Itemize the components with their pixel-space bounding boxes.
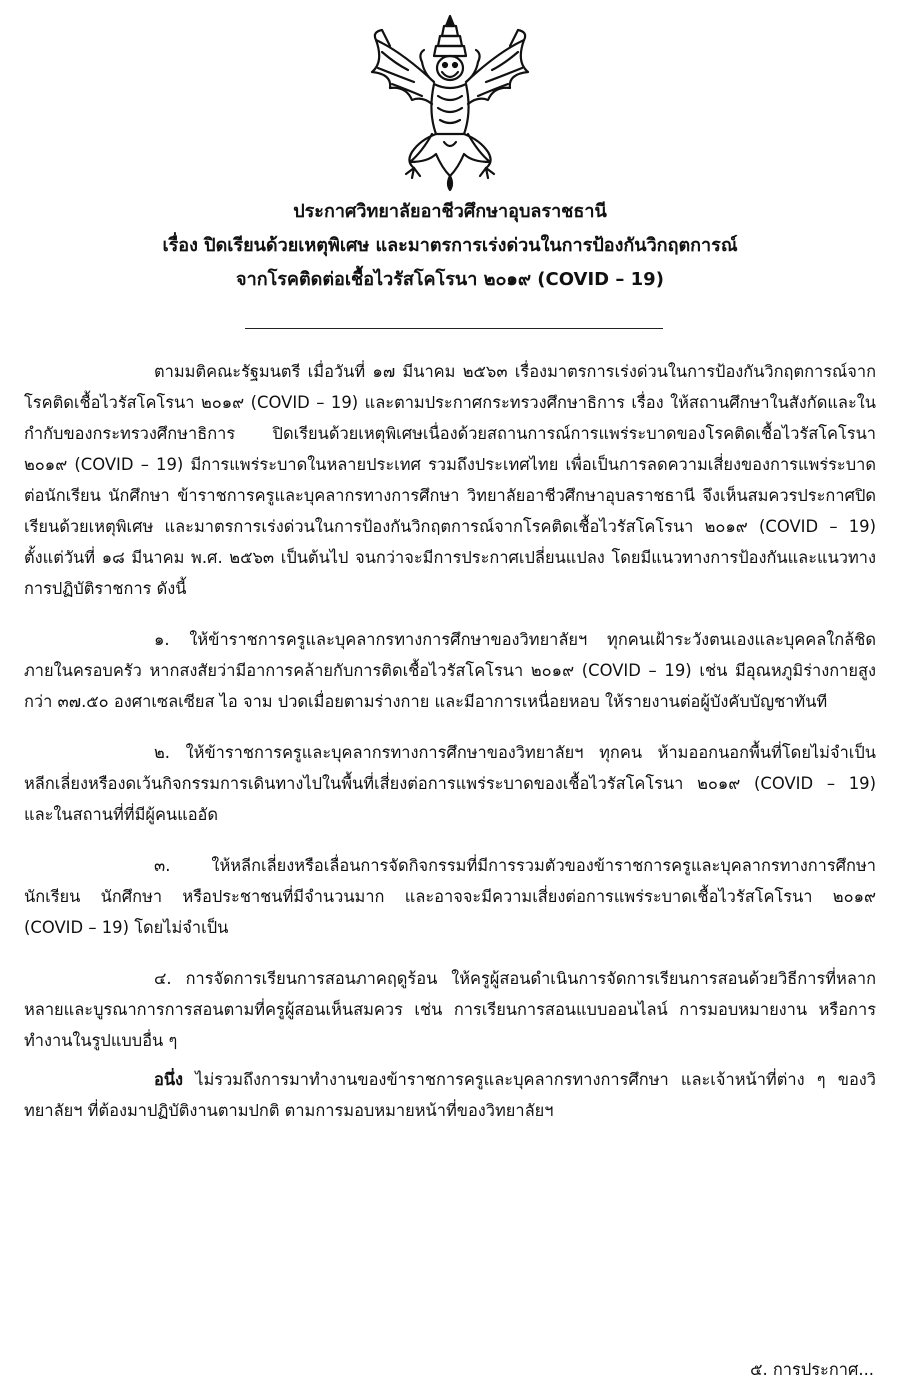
note-paragraph xyxy=(24,1064,876,1126)
announcement-title xyxy=(0,195,900,297)
measure-item-1: ๑. ให้ข้าราชการครูและบุคลากรทางการศึกษาของวิทยาลัยฯ ทุกคนเฝ้าระวังตนเองและบุคคลใกล้ชิดภายในครอบครัว หากสงสัยว่ามีอาการคล้ายกับการติดเชื้อไวรัสโคโรนา ๒๐๑๙ (COVID – 19) เช่น มีอุณหภูมิร่างกายสูงกว่า ๓๗.๕๐ องศาเซลเซียส ไอ จาม ปวดเมื่อยตามร่างกาย และมีอาการเหนื่อยหอบ ให้รายงานต่อผู้บังคับบัญชาทันที xyxy=(24,630,876,711)
intro-paragraph: ตามมติคณะรัฐมนตรี เมื่อวันที่ ๑๗ มีนาคม ๒๕๖๓ เรื่องมาตรการเร่งด่วนในการป้องกันวิกฤตการณ์จากโรคติดเชื้อไวรัสโคโรนา ๒๐๑๙ (COVID – 19) และตามประกาศกระทรวงศึกษาธิการ เรื่อง ให้สถานศึกษาในสังกัดและในกำกับของกระทรวงศึกษาธิการ ปิดเรียนด้วยเหตุพิเศษเนื่องด้วยสถานการณ์การแพร่ระบาดของโรคติดเชื้อไวรัสโคโรนา ๒๐๑๙ (COVID – 19) มีการแพร่ระบาดในหลายประเทศ รวมถึงประเทศไทย เพื่อเป็นการลดความเสี่ยงของการแพร่ระบาด ต่อนักเรียน นักศึกษา ข้าราชการครูและบุคลากรทางการศึกษา วิทยาลัยอาชีวศึกษาอุบลราชธานี จึงเห็นสมควรประกาศปิดเรียนด้วยเหตุพิเศษ และมาตรการเร่งด่วนในการป้องกันวิกฤตการณ์จากโรคติดเชื้อไวรัสโคโรนา ๒๐๑๙ (COVID – 19) ตั้งแต่วันที่ ๑๘ มีนาคม พ.ศ. ๒๕๖๓ เป็นต้นไป จนกว่าจะมีการประกาศเปลี่ยนแปลง โดยมีแนวทางการป้องกันและแนวทางการปฏิบัติราชการ ดังนี้ xyxy=(24,362,876,598)
announcement-body xyxy=(24,356,876,1126)
title-issuer: ประกาศวิทยาลัยอาชีวศึกษาอุบลราชธานี xyxy=(293,201,607,222)
measure-item-2: ๒. ให้ข้าราชการครูและบุคลากรทางการศึกษาของวิทยาลัยฯ ทุกคน ห้ามออกนอกพื้นที่โดยไม่จำเป็น หลีกเลี่ยงหรืองดเว้นกิจกรรมการเดินทางไปในพื้นที่เสี่ยงต่อการแพร่ระบาดของเชื้อไวรัสโคโรนา ๒๐๑๙ (COVID – 19) และในสถานที่ที่มีผู้คนแออัด xyxy=(24,743,876,824)
title-subject: เรื่อง ปิดเรียนด้วยเหตุพิเศษ และมาตรการเร่งด่วนในการป้องกันวิกฤตการณ์ xyxy=(162,235,738,256)
note-text: ไม่รวมถึงการมาทำงานของข้าราชการครูและบุคลากรทางการศึกษา และเจ้าหน้าที่ต่าง ๆ ของวิทยาลัยฯ ที่ต้องมาปฏิบัติงานตามปกติ ตามการมอบหมายหน้าที่ของวิทยาลัยฯ xyxy=(24,1070,876,1120)
measure-item-3: ๓. ให้หลีกเลี่ยงหรือเลื่อนการจัดกิจกรรมที่มีการรวมตัวของข้าราชการครูและบุคลากรทางการศึกษา นักเรียน นักศึกษา หรือประชาชนที่มีจำนวนมาก และอาจจะมีความเสี่ยงต่อการแพร่ระบาดเชื้อไวรัสโคโรนา ๒๐๑๙ (COVID – 19) โดยไม่จำเป็น xyxy=(24,856,876,937)
garuda-emblem-icon xyxy=(362,12,538,192)
note-lead: อนึ่ง xyxy=(154,1070,184,1089)
title-divider xyxy=(245,328,663,329)
title-subject-cont: จากโรคติดต่อเชื้อไวรัสโคโรนา ๒๐๑๙ (COVID – 19) xyxy=(236,269,664,290)
measure-item-4: ๔. การจัดการเรียนการสอนภาคฤดูร้อน ให้ครูผู้สอนดำเนินการจัดการเรียนการสอนด้วยวิธีการที่หลากหลายและบูรณาการการสอนตามที่ครูผู้สอนเห็นสมควร เช่น การเรียนการสอนแบบออนไลน์ การมอบหมายงาน หรือการทำงานในรูปแบบอื่น ๆ xyxy=(24,969,876,1050)
page-continuation: ๕. การประกาศ... xyxy=(750,1360,874,1379)
